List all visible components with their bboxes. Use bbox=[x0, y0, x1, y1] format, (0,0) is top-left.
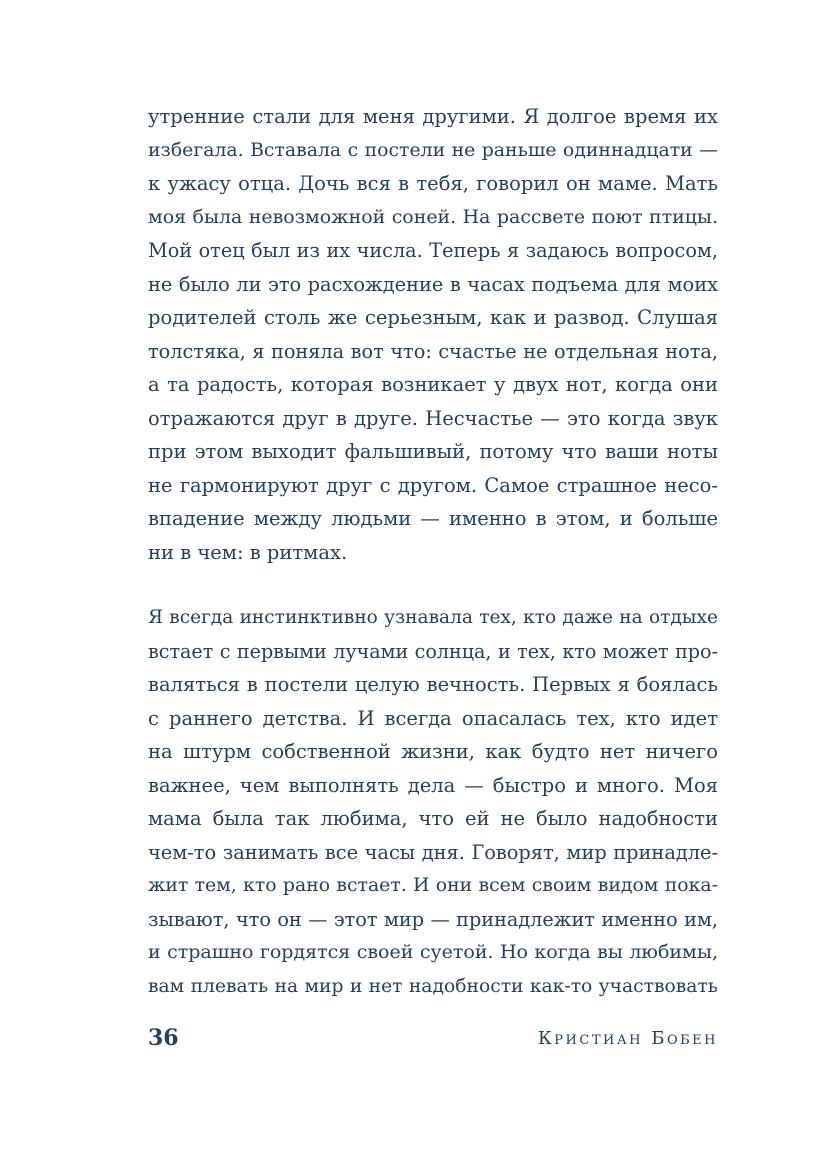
running-head-author: Кристиан Бобен bbox=[537, 1028, 718, 1049]
text-line: Мой отец был из их числа. Теперь я задаюсь вопросом, bbox=[148, 239, 718, 262]
text-line: толстяка, я поняла вот что: счастье не отдельная нота, bbox=[148, 339, 718, 363]
paragraph-2 bbox=[148, 601, 718, 1003]
text-line: зывают, что он — этот мир — принадлежит именно им, bbox=[148, 907, 718, 931]
text-line: при этом выходит фальшивый, потому что ваши ноты bbox=[148, 440, 718, 463]
text-line: Я всегда инстинктивно узнавала тех, кто даже на отдыхе bbox=[148, 607, 718, 628]
text-line: мама была так любима, что ей не было надобности bbox=[148, 807, 718, 830]
text-line: с раннего детства. И всегда опасалась тех, кто идет bbox=[148, 706, 718, 730]
text-line: встает с первыми лучами солнца, и тех, кто может про- bbox=[148, 639, 718, 663]
text-line: ни в чем: в ритмах. bbox=[148, 540, 348, 564]
text-line: чем-то занимать все часы дня. Говорят, мир принадле- bbox=[148, 840, 718, 864]
text-line: вам плевать на мир и нет надобности как-то участвовать bbox=[148, 975, 718, 997]
text-line: на штурм собственной жизни, как будто нет ничего bbox=[148, 740, 718, 763]
text-line: утренние стали для меня другими. Я долгое время их bbox=[148, 105, 718, 128]
text-line: впадение между людьми — именно в этом, и больше bbox=[148, 507, 718, 530]
text-line: не было ли это расхождение в часах подъема для моих bbox=[148, 272, 718, 296]
text-line: моя была невозможной соней. На рассвете поют птицы. bbox=[148, 205, 718, 228]
text-line: родителей столь же серьезным, как и развод. Слушая bbox=[148, 306, 718, 329]
text-line: избегала. Вставала с постели не раньше одиннадцати — bbox=[148, 139, 718, 161]
text-line: валяться в постели целую вечность. Первых я боялась bbox=[148, 673, 718, 696]
page-number: 36 bbox=[148, 1025, 179, 1051]
text-line: и страшно гордятся своей суетой. Но когда вы любимы, bbox=[148, 941, 718, 963]
text-line: не гармонируют друг с другом. Самое страшное несо- bbox=[148, 473, 718, 497]
text-line: жит тем, кто рано встает. И они всем своим видом пока- bbox=[148, 875, 718, 896]
text-line: а та радость, которая возникает у двух нот, когда они bbox=[148, 373, 718, 396]
text-line: к ужасу отца. Дочь вся в тебя, говорил он маме. Мать bbox=[148, 172, 718, 195]
text-line: отражаются друг в друге. Несчастье — это когда звук bbox=[148, 406, 718, 430]
paragraph-1 bbox=[148, 100, 718, 569]
text-line: важнее, чем выполнять дела — быстро и много. Моя bbox=[148, 773, 718, 797]
